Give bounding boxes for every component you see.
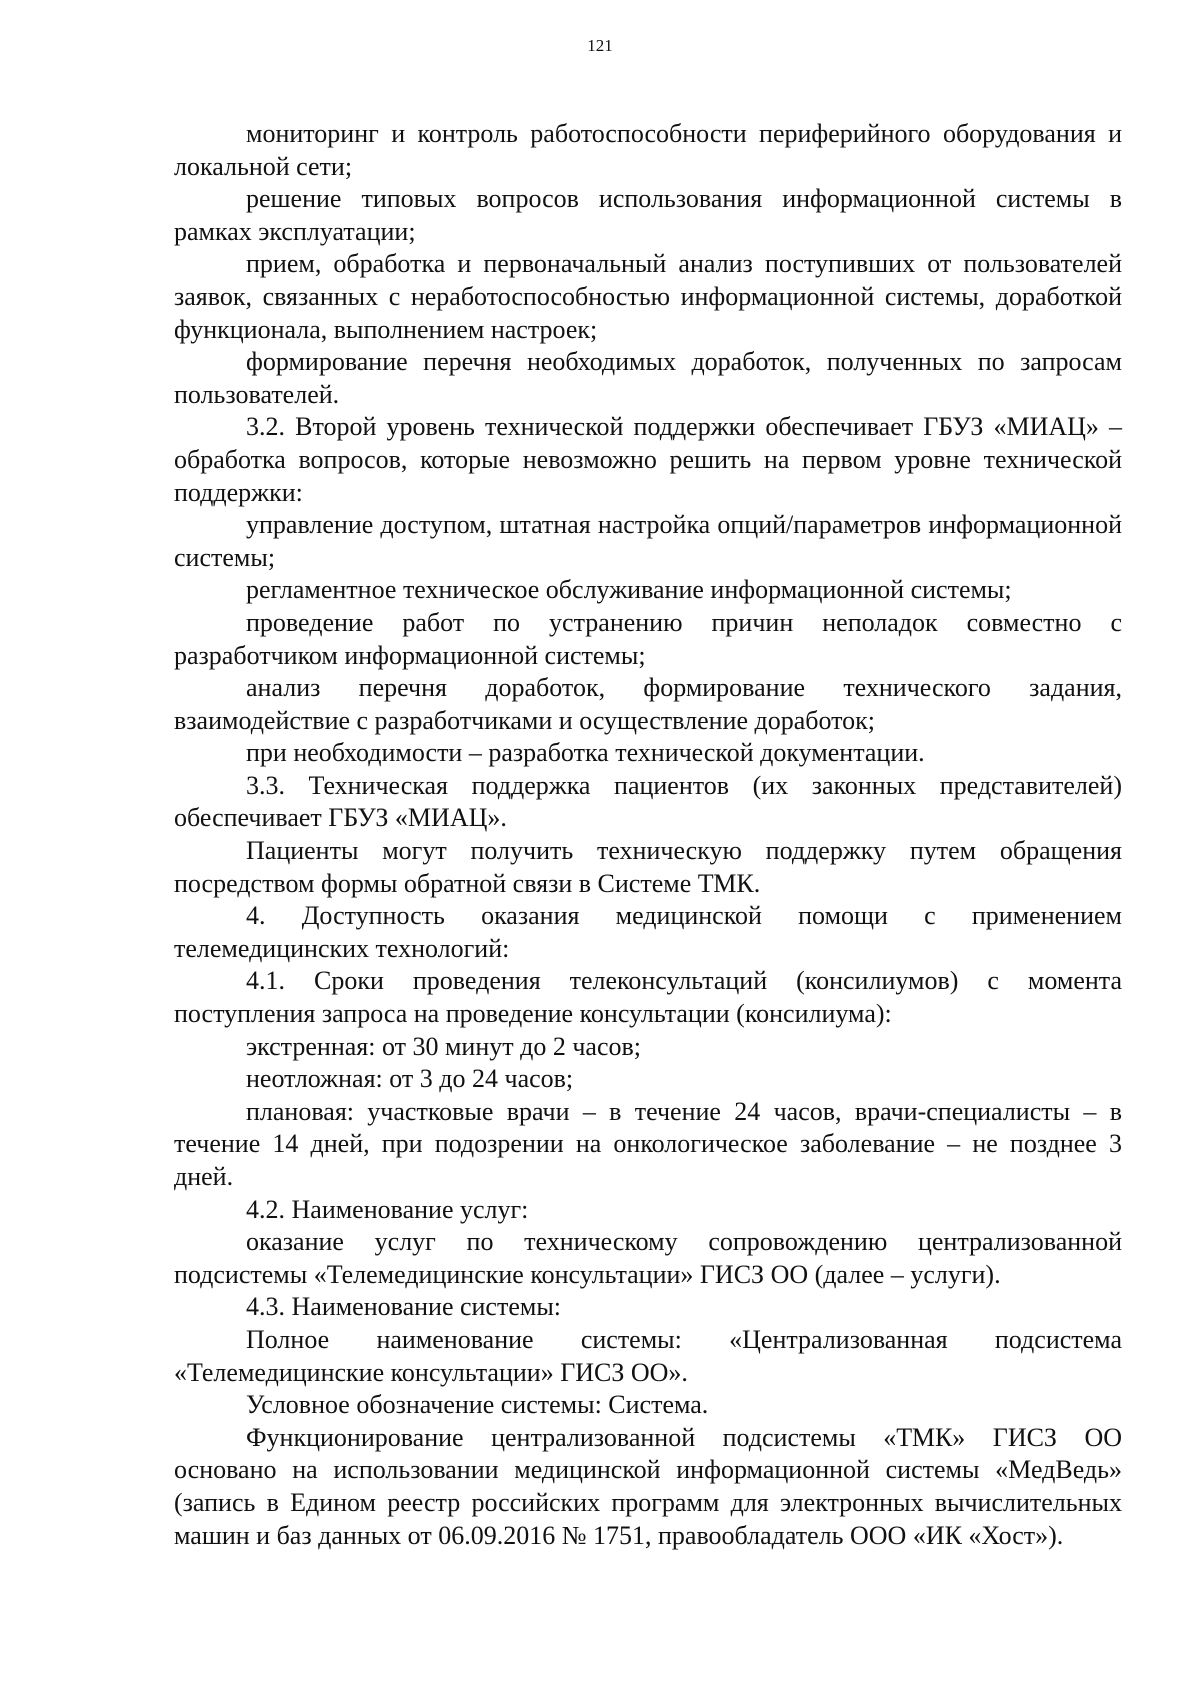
- paragraph-monitoring: мониторинг и контроль работоспособности периферийного оборудования и локальной сети;: [174, 119, 1122, 181]
- paragraph-troubleshooting: проведение работ по устранению причин неполадок совместно с разработчиком информационной системы;: [174, 607, 1122, 670]
- paragraph-feedback-form: Пациенты могут получить техническую поддержку путем обращения посредством формы обратной связи в Системе ТМК.: [174, 836, 1122, 898]
- paragraph-short-name: Условное обозначение системы: Система.: [246, 1390, 709, 1420]
- paragraph-planned: плановая: участковые врачи – в течение 24 часов, врачи-специалисты – в течение 14 дней, при подозрении на онкологическое заболевание – не позднее 3 дней.: [174, 1096, 1122, 1191]
- paragraph-services: оказание услуг по техническому сопровождению централизованной подсистемы «Телемедицинские консультации» ГИСЗ ОО (далее – услуги).: [174, 1227, 1122, 1289]
- paragraph-urgent: неотложная: от 3 до 24 часов;: [246, 1064, 574, 1094]
- paragraph-system-heading: 4.3. Наименование системы:: [246, 1292, 562, 1322]
- paragraph-services-heading: 4.2. Наименование услуг:: [246, 1194, 529, 1224]
- paragraph-access-management: управление доступом, штатная настройка опций/параметров информационной системы;: [174, 510, 1122, 572]
- paragraph-availability: 4. Доступность оказания медицинской помощи с применением телемедицинских технологий:: [174, 901, 1122, 963]
- paragraph-analysis: анализ перечня доработок, формирование технического задания, взаимодействие с разработчиками и осуществление доработок;: [174, 673, 1122, 735]
- paragraph-patient-support: 3.3. Техническая поддержка пациентов (их законных представителей) обеспечивает ГБУЗ «МИАЦ».: [174, 770, 1122, 833]
- paragraph-emergency: экстренная: от 30 минут до 2 часов;: [246, 1031, 642, 1061]
- paragraph-documentation: при необходимости – разработка технической документации.: [246, 738, 925, 768]
- paragraph-maintenance: регламентное техническое обслуживание информационной системы;: [246, 575, 1012, 605]
- paragraph-second-level-support: 3.2. Второй уровень технической поддержки обеспечивает ГБУЗ «МИАЦ» – обработка вопросов, которые невозможно решить на первом уровне технической поддержки:: [174, 412, 1122, 507]
- paragraph-typical-questions: решение типовых вопросов использования информационной системы в рамках эксплуатации;: [174, 184, 1122, 246]
- document-body: [174, 118, 1122, 1552]
- paragraph-improvements-list: формирование перечня необходимых доработок, полученных по запросам пользователей.: [174, 347, 1122, 409]
- paragraph-functioning: Функционирование централизованной подсистемы «ТМК» ГИСЗ ОО основано на использовании медицинской информационной системы «МедВедь» (запись в Едином реестр российских программ для электронных вычислительных машин и баз данных от 06.09.2016 № 1751, правообладатель ООО «ИК «Хост»).: [174, 1422, 1122, 1550]
- paragraph-consultation-terms: 4.1. Сроки проведения телеконсультаций (консилиумов) с момента поступления запроса на проведение консультации (консилиума):: [174, 966, 1122, 1029]
- paragraph-requests-intake: прием, обработка и первоначальный анализ поступивших от пользователей заявок, связанных с неработоспособностью информационной системы, доработкой функционала, выполнением настроек;: [174, 249, 1122, 344]
- page-number: 121: [587, 36, 613, 55]
- paragraph-full-name: Полное наименование системы: «Централизованная подсистема «Телемедицинские консультации» ГИСЗ ОО».: [174, 1324, 1122, 1387]
